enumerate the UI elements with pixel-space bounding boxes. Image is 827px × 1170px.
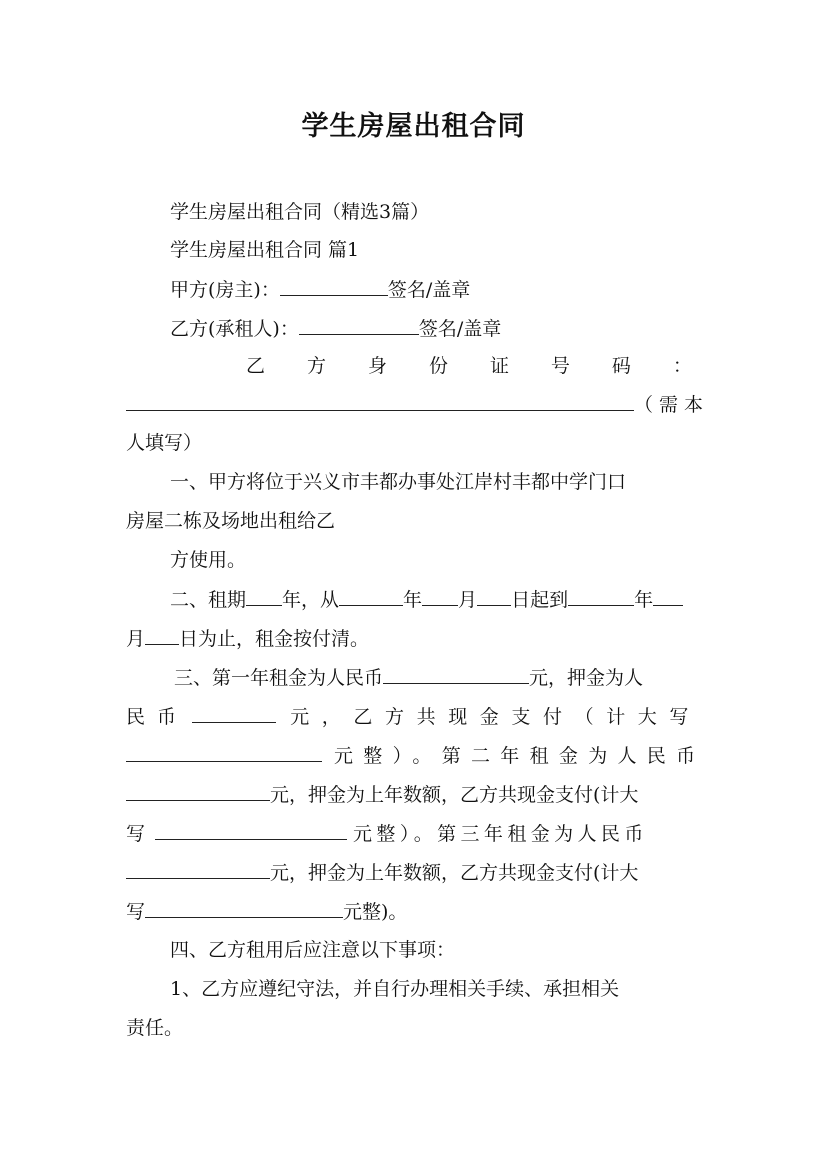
text: 月 (458, 589, 478, 611)
clause-3-line-5 (126, 821, 648, 846)
year1-rent-blank[interactable] (383, 665, 529, 684)
id-char: 码 (611, 355, 631, 377)
id-number-line (126, 392, 709, 417)
id-note-end: 人填写） (126, 432, 203, 454)
id-char: 证 (489, 355, 509, 377)
end-year-blank[interactable] (568, 587, 634, 606)
clause-3-line-6 (126, 860, 638, 885)
deposit-blank[interactable] (192, 704, 276, 723)
section-heading: 学生房屋出租合同 篇1 (170, 239, 360, 261)
clause-1-line-2: 房屋二栋及场地出租给乙 (126, 510, 336, 532)
text: 年 (403, 589, 423, 611)
amount-words-3-blank[interactable] (145, 899, 343, 918)
party-a-line (170, 277, 470, 302)
clause-3-line-3 (126, 743, 705, 768)
text: 元整)。 (343, 901, 408, 923)
clause-2-line-2 (126, 626, 369, 651)
id-char: 份 (428, 355, 448, 377)
clause-4-item-1-line-1: 1、乙方应遵纪守法，并自行办理相关手续、承担相关 (170, 978, 620, 1000)
text: 元，押金为人 (529, 667, 644, 689)
party-b-label: 乙方(承租人)： (170, 318, 299, 340)
id-note-start: （需本 (634, 394, 710, 416)
text: 民币 (126, 706, 189, 728)
clause-1-line-3: 方使用。 (170, 549, 247, 571)
text: 元，乙方共现金支付（计大写 (290, 706, 701, 728)
start-month-blank[interactable] (422, 587, 458, 606)
amount-words-2-blank[interactable] (155, 821, 347, 840)
text: 二、租期 (170, 589, 247, 611)
text: 写 (126, 823, 146, 845)
text: 年，从 (282, 589, 340, 611)
text: 元，押金为上年数额，乙方共现金支付(计大 (270, 784, 639, 806)
clause-3-line-4 (126, 782, 638, 807)
lease-years-blank[interactable] (246, 587, 282, 606)
start-year-blank[interactable] (339, 587, 403, 606)
id-number-blank[interactable] (126, 392, 634, 411)
party-a-sign-label: 签名/盖章 (387, 279, 471, 301)
text: 元，押金为上年数额，乙方共现金支付(计大 (270, 862, 639, 884)
amount-words-1-blank[interactable] (126, 743, 322, 762)
id-number-label-line (246, 354, 692, 378)
party-b-line (170, 316, 501, 341)
clause-1-line-1: 一、甲方将位于兴义市丰都办事处江岸村丰都中学门口 (170, 471, 627, 493)
id-char: 乙 (246, 355, 266, 377)
id-char: 身 (367, 355, 387, 377)
text: 三、第一年租金为人民币 (174, 667, 384, 689)
text: 月 (126, 628, 146, 650)
start-day-blank[interactable] (477, 587, 511, 606)
end-month-blank[interactable] (653, 587, 683, 606)
clause-3-line-1 (174, 665, 643, 690)
id-char: 号 (550, 355, 570, 377)
text: 写 (126, 901, 146, 923)
id-char: ： (672, 355, 692, 377)
clause-2-line-1 (170, 587, 683, 612)
year3-rent-blank[interactable] (126, 860, 270, 879)
year2-rent-blank[interactable] (126, 782, 270, 801)
text: 日起到 (511, 589, 569, 611)
end-day-blank[interactable] (145, 626, 179, 645)
party-b-blank[interactable] (299, 316, 419, 335)
party-a-label: 甲方(房主)： (170, 279, 280, 301)
text: 元整）。第二年租金为人民币 (334, 745, 706, 767)
subtitle-line: 学生房屋出租合同（精选3篇） (170, 201, 430, 223)
clause-3-line-2 (126, 704, 701, 729)
clause-3-line-7 (126, 899, 407, 924)
party-a-blank[interactable] (280, 277, 388, 296)
clause-4-item-1-line-2: 责任。 (126, 1017, 184, 1039)
text: 年 (634, 589, 654, 611)
text: 日为止，租金按付清。 (179, 628, 370, 650)
text: 元整）。第三年租金为人民币 (353, 823, 648, 845)
clause-4-heading: 四、乙方租用后应注意以下事项： (170, 939, 456, 961)
document-title: 学生房屋出租合同 (301, 111, 526, 142)
id-char: 方 (306, 355, 326, 377)
party-b-sign-label: 签名/盖章 (418, 318, 502, 340)
